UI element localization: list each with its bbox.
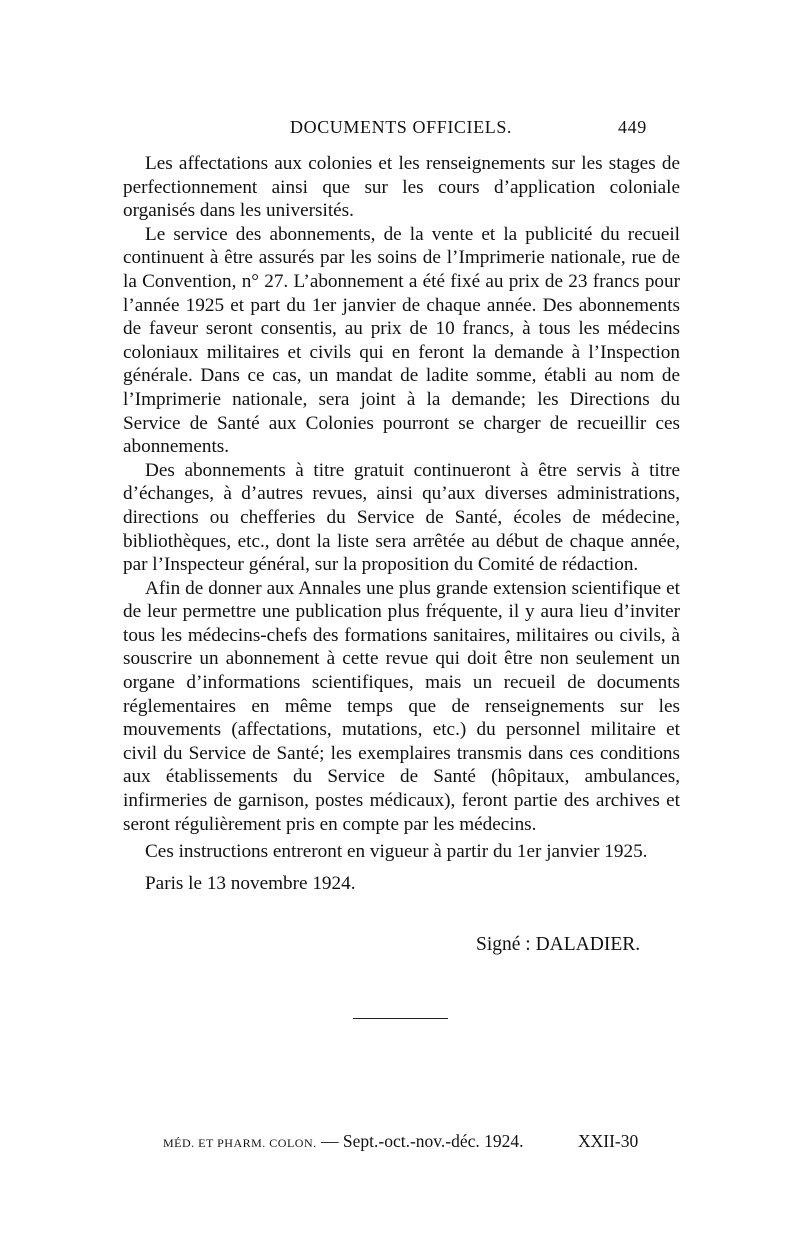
paragraph-entree-en-vigueur: Ces instructions entreront en vigueur à partir du 1er janvier 1925.	[145, 841, 648, 863]
page-footer	[0, 1131, 800, 1159]
section-divider	[353, 1018, 448, 1019]
date-line: Paris le 13 novembre 1924.	[145, 872, 356, 894]
body-text	[123, 152, 680, 895]
paragraph-annales: Afin de donner aux Annales une plus grande extension scientifique et de leur permettre une publication plus fréquente, il y aura lieu d’inviter tous les médecins-chefs des formations sanitaires, militaires ou civils, à souscrire un abonnement à cette revue qui doit être non seulement un organe d’informations scientifiques, mais un recueil de documents réglementaires en même temps que de renseignements sur les mouvements (affectations, mutations, etc.) du personnel militaire et civil du Service de Santé; les exemplaires transmis dans ces conditions aux établissements du Service de Santé (hôpitaux, ambulances, infirmeries de garnison, postes médicaux), feront partie des archives et seront régulièrement pris en compte par les médecins.	[123, 577, 680, 835]
paragraph-abonnements-gratuits: Des abonnements à titre gratuit continueront à être servis à titre d’échanges, à d’autres revues, ainsi qu’aux diverses administrations, directions ou chefferies du Service de Santé, écoles de médecine, bibliothèques, etc., dont la liste sera arrêtée au début de chaque année, par l’Inspecteur général, sur la proposition du Comité de rédaction.	[123, 459, 680, 576]
paragraph-affectations: Les affectations aux colonies et les renseignements sur les stages de perfectionnement ainsi que sur les cours d’application coloniale organisés dans les universités.	[123, 153, 680, 222]
page-number: 449	[618, 117, 647, 137]
footer-journal-name: MÉD. ET PHARM. COLON.	[163, 1136, 317, 1150]
running-header	[0, 117, 800, 147]
footer-signature-mark: XXII-30	[578, 1131, 639, 1151]
header-title: DOCUMENTS OFFICIELS.	[290, 117, 513, 137]
paragraph-abonnements-service: Le service des abonnements, de la vente et la publicité du recueil continuent à être assurés par les soins de l’Imprimerie nationale, rue de la Convention, n° 27. L’abonnement a été fixé au prix de 23 francs pour l’année 1925 et part du 1er janvier de chaque année. Des abonnements de faveur seront consentis, au prix de 10 francs, à tous les médecins coloniaux militaires et civils qui en feront la demande à l’Inspection générale. Dans ce cas, un mandat de ladite somme, établi au nom de l’Imprimerie nationale, sera joint à la demande; les Directions du Service de Santé aux Colonies pourront se charger de recueillir ces abonnements.	[123, 223, 680, 458]
footer-journal	[163, 1131, 524, 1152]
footer-issue: — Sept.-oct.-nov.-déc. 1924.	[321, 1131, 524, 1151]
signature: Signé : DALADIER.	[476, 934, 641, 955]
